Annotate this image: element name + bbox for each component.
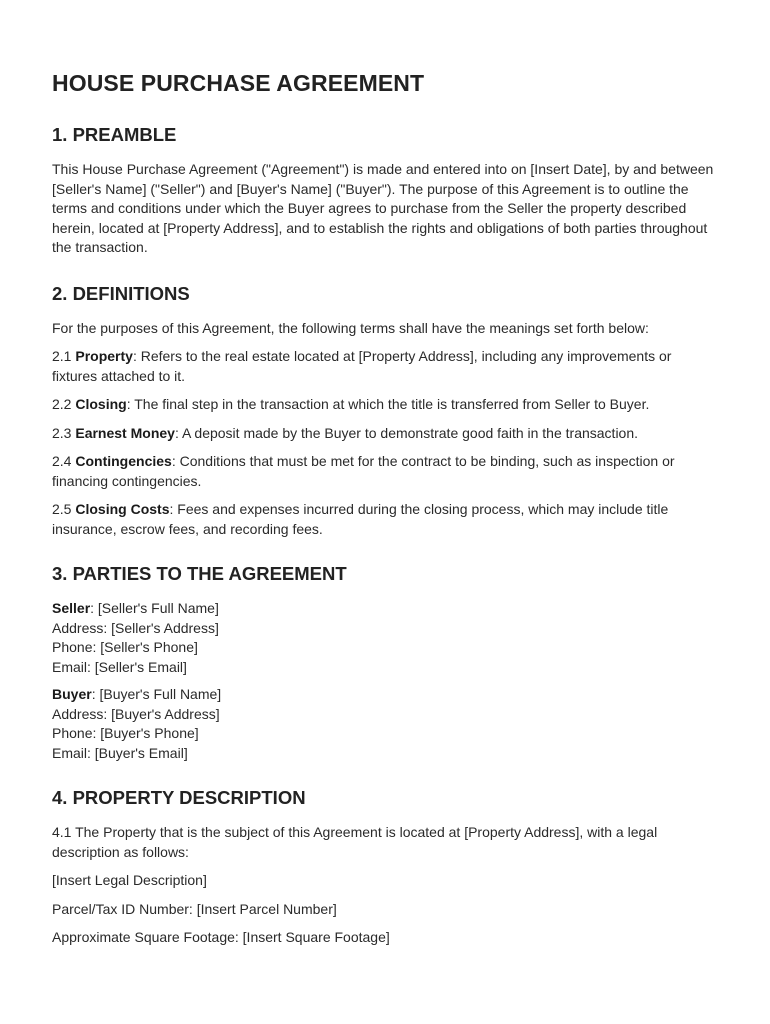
seller-email: Email: [Seller's Email]	[52, 658, 187, 675]
definition-item-property: 2.1 Property: Refers to the real estate located at [Property Address], including any improvements or fixtures attached to it.	[52, 348, 672, 384]
definition-term: Closing	[75, 396, 127, 412]
property-legal-description: [Insert Legal Description]	[52, 872, 207, 888]
property-square-footage: Approximate Square Footage: [Insert Square Footage]	[52, 929, 390, 945]
buyer-address: Address: [Buyer's Address]	[52, 705, 220, 722]
seller-phone: Phone: [Seller's Phone]	[52, 639, 198, 655]
seller-name-line: Seller: [Seller's Full Name]	[52, 600, 219, 616]
parties-heading: 3. PARTIES TO THE AGREEMENT	[52, 563, 347, 584]
definition-item-closing: 2.2 Closing: The final step in the transaction at which the title is transferred from Seller to Buyer.	[52, 396, 650, 412]
seller-address: Address: [Seller's Address]	[52, 619, 219, 636]
property-heading: 4. PROPERTY DESCRIPTION	[52, 787, 306, 808]
section-parties	[52, 563, 720, 763]
property-parcel-id: Parcel/Tax ID Number: [Insert Parcel Number]	[52, 900, 337, 917]
property-location-text: 4.1 The Property that is the subject of this Agreement is located at [Property Address], with a legal description as follows:	[52, 824, 658, 860]
buyer-email: Email: [Buyer's Email]	[52, 744, 188, 761]
preamble-text: This House Purchase Agreement ("Agreement") is made and entered into on [Insert Date], by and between [Seller's Name] ("Seller") and [Buyer's Name] ("Buyer"). The purpose of this Agreement is to outline the terms and conditions under which the Buyer agrees to purchase from the Seller the property described herein, located at [Property Address], and to establish the rights and obligations of both parties throughout the transaction.	[52, 161, 714, 255]
buyer-phone: Phone: [Buyer's Phone]	[52, 725, 199, 741]
definition-term: Earnest Money	[75, 424, 175, 441]
section-preamble	[52, 124, 720, 258]
buyer-label: Buyer	[52, 686, 92, 702]
buyer-block	[52, 685, 720, 763]
definition-item-earnest-money: 2.3 Earnest Money: A deposit made by the Buyer to demonstrate good faith in the transaction.	[52, 424, 639, 441]
definition-item-contingencies: 2.4 Contingencies: Conditions that must be met for the contract to be binding, such as inspection or financing contingencies.	[52, 453, 675, 489]
preamble-heading: 1. PREAMBLE	[52, 124, 177, 145]
definition-term: Contingencies	[75, 453, 172, 469]
seller-label: Seller	[52, 600, 91, 616]
definitions-heading: 2. DEFINITIONS	[52, 282, 190, 304]
seller-block	[52, 599, 720, 677]
section-definitions	[52, 283, 720, 540]
buyer-name-line: Buyer: [Buyer's Full Name]	[52, 686, 222, 702]
definitions-intro: For the purposes of this Agreement, the following terms shall have the meanings set forth below:	[52, 319, 649, 336]
definition-item-closing-costs: 2.5 Closing Costs: Fees and expenses incurred during the closing process, which may include title insurance, escrow fees, and recording fees.	[52, 501, 669, 537]
document-title: HOUSE PURCHASE AGREEMENT	[52, 70, 425, 96]
definition-term: Property	[75, 348, 133, 364]
section-property-description	[52, 787, 720, 948]
definition-term: Closing Costs	[75, 501, 170, 517]
